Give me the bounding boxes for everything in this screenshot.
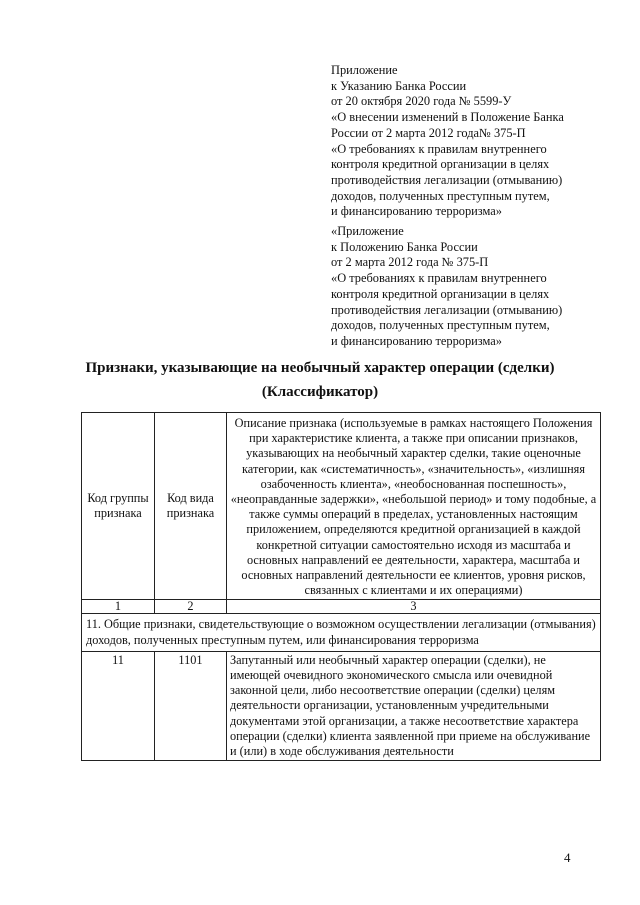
header-group-code: Код группы признака — [82, 413, 155, 600]
column-number-2: 2 — [155, 600, 227, 614]
classifier-table — [81, 412, 601, 761]
column-number-1: 1 — [82, 600, 155, 614]
annex-header-polozhenie: «Приложение к Положению Банка России от 2 марта 2012 года № 375-П «О требованиях к правилам внутреннего контроля кредитной организации в целях противодействия легализации (отмыванию) доходов, полученных преступным путем, и финансированию терроризма» — [331, 224, 563, 348]
table-row — [82, 651, 601, 760]
row-description: Запутанный или необычный характер операции (сделки), не имеющей очевидного экономического смысла или очевидной законной цели, либо несоответствие операции (сделки) целям деятельности организации, установленным учредительными документами этой организации, а также несоответствие характера операции (сделки) клиента заявленной при приеме на обслуживание и (или) в ходе обслуживания деятельности — [227, 651, 601, 760]
column-number-row — [82, 600, 601, 614]
document-title: Признаки, указывающие на необычный характер операции (сделки) — [85, 360, 555, 376]
header-type-code: Код вида признака — [155, 413, 227, 600]
group-heading-row — [82, 614, 601, 651]
header-description: Описание признака (используемые в рамках настоящего Положения при характеристике клиента, а также при описании признаков, указывающих на необычный характер сделки, такие оценочные категории, как «систематичность», «значительность», «излишняя озабоченность клиента», «необоснованная поспешность», «неоправданные задержки», «небольшой период» и тому подобные, а также суммы операций в пределах, установленных настоящим приложением, определяются кредитной организацией в каждой конкретной ситуации самостоятельно исходя из масштаба и основных направлений ее деятельности, характера, масштаба и основных направлений деятельности ее клиентов, уровня рисков, связанных с клиентами и их операциями) — [227, 413, 601, 600]
page-number: 4 — [564, 850, 571, 865]
document-subtitle: (Классификатор) — [261, 384, 379, 400]
annex-header-ukazanie: Приложение к Указанию Банка России от 20 октября 2020 года № 5599-У «О внесении изменений в Положение Банка России от 2 марта 2012 года№ 375-П «О требованиях к правилам внутреннего контроля кредитной организации в целях противодействия легализации (отмыванию) доходов, полученных преступным путем, и финансированию терроризма» — [331, 63, 564, 219]
group-heading: 11. Общие признаки, свидетельствующие о возможном осуществлении легализации (отмывания) доходов, полученных преступным путем, или финансирования терроризма — [82, 614, 601, 651]
row-type-code: 1101 — [155, 651, 227, 760]
column-number-3: 3 — [227, 600, 601, 614]
table-header-row — [82, 413, 601, 600]
row-group-code: 11 — [82, 651, 155, 760]
